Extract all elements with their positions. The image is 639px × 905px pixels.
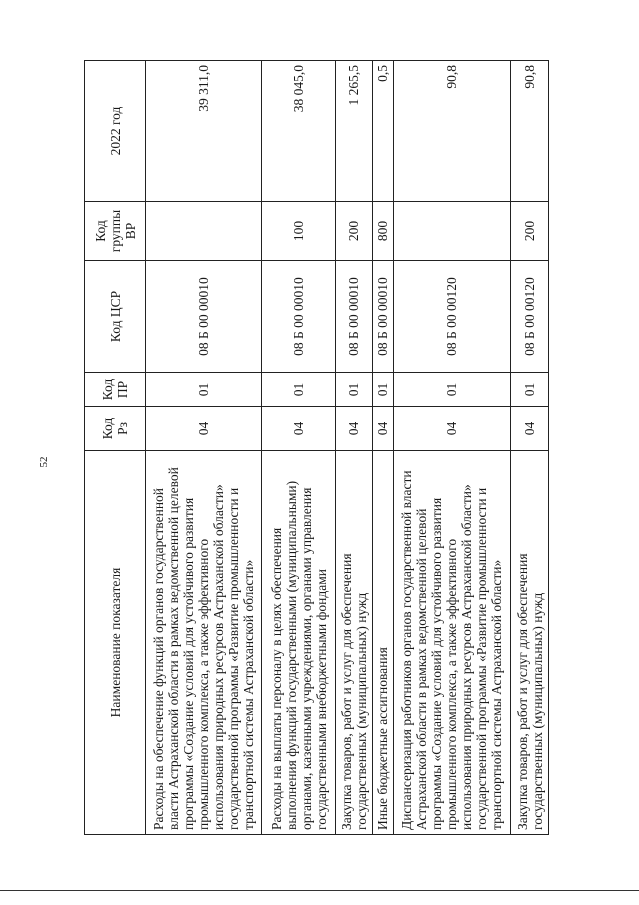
cell-name: Закупка товаров, работ и услуг для обеспечения государственных (муниципальных) нужд <box>335 451 372 835</box>
cell-pr: 01 <box>146 373 262 407</box>
cell-vr <box>146 202 262 261</box>
header-csr: Код ЦСР <box>85 261 146 373</box>
header-pr: Код ПР <box>85 373 146 407</box>
cell-csr: 08 Б 00 00120 <box>393 261 510 373</box>
header-name: Наименование показателя <box>85 451 146 835</box>
cell-name: Закупка товаров, работ и услуг для обеспечения государственных (муниципальных) нужд <box>511 451 549 835</box>
cell-name: Расходы на выплаты персоналу в целях обеспечения выполнения функций государственными (муниципальными) органами, казенными учреждениями, органами управления государственными внебюджетными фондами <box>262 451 336 835</box>
budget-table-sheet <box>84 61 549 835</box>
cell-name: Расходы на обеспечение функций органов государственной власти Астраханской области в рамках ведомственной целевой программы «Создание условий для устойчивого развития промышленного комплекса, а также эффективного использования природных ресурсов Астраханской области» государственной программы «Развитие промышленности и транспортной системы Астраханской области» <box>146 451 262 835</box>
cell-rz: 04 <box>511 407 549 451</box>
cell-csr: 08 Б 00 00010 <box>262 261 336 373</box>
cell-rz: 04 <box>372 407 393 451</box>
cell-csr: 08 Б 00 00010 <box>335 261 372 373</box>
table-row <box>511 61 549 835</box>
bottom-rule <box>0 890 639 891</box>
cell-amount: 90,8 <box>511 61 549 202</box>
cell-rz: 04 <box>146 407 262 451</box>
cell-vr: 100 <box>262 202 336 261</box>
cell-vr: 200 <box>511 202 549 261</box>
table-row <box>393 61 510 835</box>
cell-pr: 01 <box>262 373 336 407</box>
table-row <box>262 61 336 835</box>
cell-amount: 1 265,5 <box>335 61 372 202</box>
page-number: 52 <box>38 456 50 468</box>
cell-csr: 08 Б 00 00120 <box>511 261 549 373</box>
cell-name: Иные бюджетные ассигнования <box>372 451 393 835</box>
budget-table <box>84 60 549 835</box>
cell-amount: 0,5 <box>372 61 393 202</box>
cell-amount: 90,8 <box>393 61 510 202</box>
table-row <box>335 61 372 835</box>
table-header-row <box>85 61 146 835</box>
cell-rz: 04 <box>335 407 372 451</box>
cell-vr: 200 <box>335 202 372 261</box>
header-year: 2022 год <box>85 61 146 202</box>
cell-rz: 04 <box>262 407 336 451</box>
header-rz: Код Рз <box>85 407 146 451</box>
cell-csr: 08 Б 00 00010 <box>146 261 262 373</box>
cell-name: Диспансеризация работников органов государственной власти Астраханской области в рамках ведомственной целевой программы «Создание условий для устойчивого развития промышленного комплекса, а также эффективного использования природных ресурсов Астраханской области» государственной программы «Развитие промышленности и транспортной системы Астраханской области» <box>393 451 510 835</box>
cell-pr: 01 <box>393 373 510 407</box>
cell-csr: 08 Б 00 00010 <box>372 261 393 373</box>
cell-pr: 01 <box>372 373 393 407</box>
table-row <box>372 61 393 835</box>
cell-vr: 800 <box>372 202 393 261</box>
cell-vr <box>393 202 510 261</box>
cell-amount: 39 311,0 <box>146 61 262 202</box>
cell-pr: 01 <box>511 373 549 407</box>
cell-rz: 04 <box>393 407 510 451</box>
cell-amount: 38 045,0 <box>262 61 336 202</box>
cell-pr: 01 <box>335 373 372 407</box>
table-row <box>146 61 262 835</box>
header-vr: Код группы ВР <box>85 202 146 261</box>
